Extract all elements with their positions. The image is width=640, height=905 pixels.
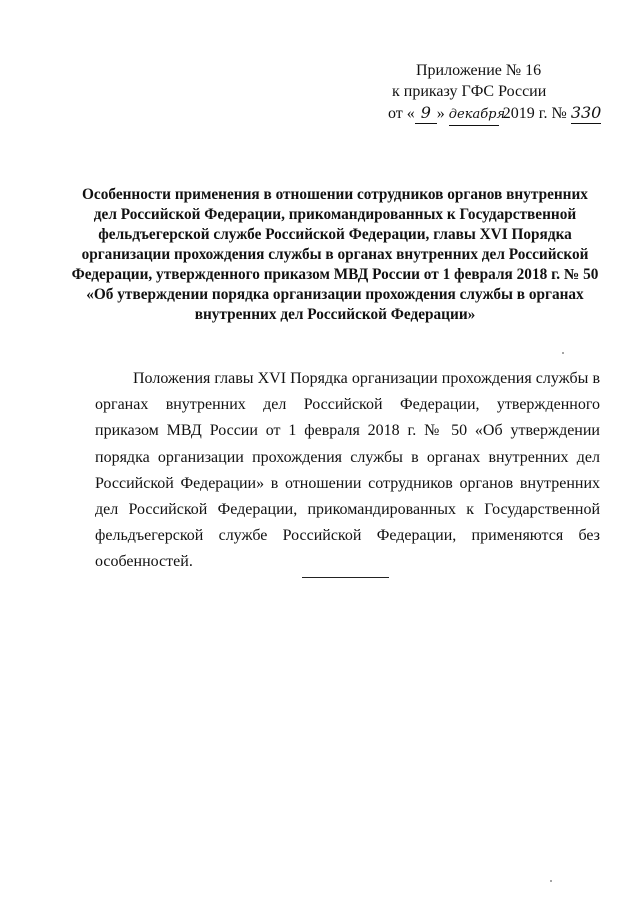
scan-speck: [550, 880, 552, 882]
scan-speck: [562, 352, 564, 354]
body-paragraph: Положения главы XVI Порядка организации прохождения службы в органах внутренних дел Российской Федерации, утвержденного приказом МВД России от 1 февраля 2018 г. № 50 «Об утверждении порядка организации прохождения службы в органах внутренних дел Российской Федерации» в отношении сотрудников органов внутренних дел Российской Федерации, прикомандированных к Государственной фельдъегерской службе Российской Федерации, применяются без особенностей.: [95, 370, 600, 571]
closing-divider: [302, 577, 389, 578]
appendix-block: [388, 60, 618, 126]
handwritten-order-number: 330: [570, 103, 602, 122]
handwritten-month: декабря: [449, 104, 499, 126]
appendix-order-ref: к приказу ГФС России: [392, 83, 547, 100]
appendix-number: Приложение № 16: [416, 62, 542, 79]
appendix-date-line: [388, 102, 618, 126]
date-year: 2019 г. №: [502, 105, 567, 122]
document-title: Особенности применения в отношении сотрудников органов внутренних дел Российской Федерации, прикомандированных к Государственной фельдъегерской службе Российской Федерации, главы XVI Порядка организации прохождения службы в органах внутренних дел Российской Федерации, утвержденного приказом МВД России от 1 февраля 2018 г. № 50 «Об утверждении порядка организации прохождения службы в органах внутренних дел Российской Федерации»: [71, 186, 599, 323]
handwritten-day: 9: [415, 102, 437, 124]
date-prefix: от «: [388, 105, 415, 122]
date-quote-close: »: [436, 105, 445, 122]
